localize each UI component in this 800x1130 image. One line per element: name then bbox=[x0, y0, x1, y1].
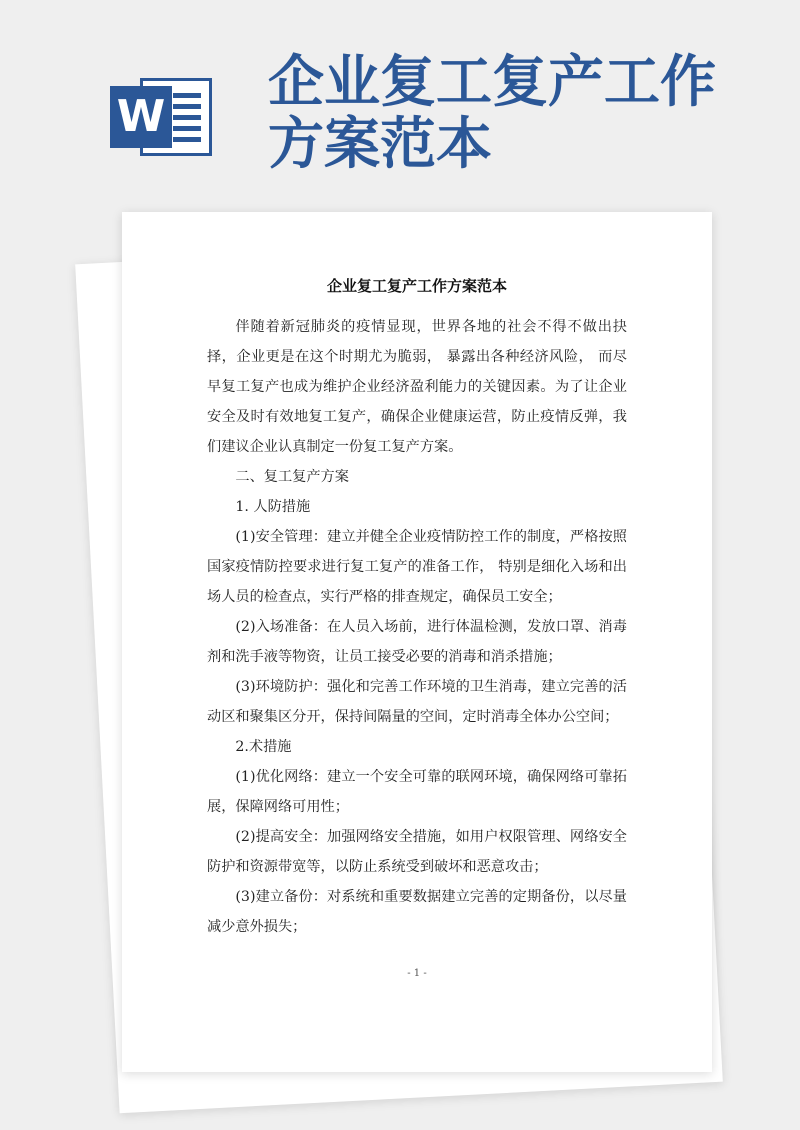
header-title-line1: 企业复工复产工作 bbox=[268, 50, 716, 115]
page-number: - 1 - bbox=[407, 968, 427, 979]
paragraph-intro: 伴随着新冠肺炎的疫情显现，世界各地的社会不得不做出抉择，企业更是在这个时期尤为脆弱， 暴露出各种经济风险， 而尽早复工复产也成为维护企业经济盈利能力的关键因素。为了让企业安全及时有效地复工复产，确保企业健康运营，防止疫情反弹，我们建议企业认真制定一份复工复产方案。 bbox=[207, 319, 627, 455]
paragraph-entry-preparation: (2)入场准备：在人员入场前，进行体温检测，发放口罩、消毒剂和洗手液等物资，让员工接受必要的消毒和消杀措施； bbox=[207, 619, 627, 665]
section-heading-plan: 二、复工复产方案 bbox=[235, 469, 349, 485]
paragraph-network-optimization: (1)优化网络：建立一个安全可靠的联网环境，确保网络可靠拓展，保障网络可用性； bbox=[207, 769, 627, 815]
header-title bbox=[268, 52, 748, 176]
word-app-icon bbox=[110, 78, 212, 156]
document-body bbox=[207, 312, 627, 942]
paragraph-safety-management: (1)安全管理：建立并健全企业疫情防控工作的制度，严格按照国家疫情防控要求进行复工复产的准备工作， 特别是细化入场和出场人员的检查点，实行严格的排查规定，确保员工安全； bbox=[207, 529, 627, 605]
paragraph-backup: (3)建立备份：对系统和重要数据建立完善的定期备份，以尽量减少意外损失； bbox=[207, 889, 627, 935]
subsection-heading-technical: 2.术措施 bbox=[235, 739, 292, 755]
document-title: 企业复工复产工作方案范本 bbox=[326, 277, 507, 295]
header-title-line2: 方案范本 bbox=[268, 112, 492, 177]
word-letter-badge: W bbox=[110, 86, 172, 148]
paragraph-environment-protection: (3)环境防护：强化和完善工作环境的卫生消毒，建立完善的活动区和聚集区分开，保持间隔量的空间，定时消毒全体办公空间； bbox=[207, 679, 627, 725]
subsection-heading-personnel: 1. 人防措施 bbox=[235, 499, 311, 515]
paragraph-security-improvement: (2)提高安全：加强网络安全措施，如用户权限管理、网络安全防护和资源带宽等，以防止系统受到破坏和恶意攻击； bbox=[207, 829, 627, 875]
